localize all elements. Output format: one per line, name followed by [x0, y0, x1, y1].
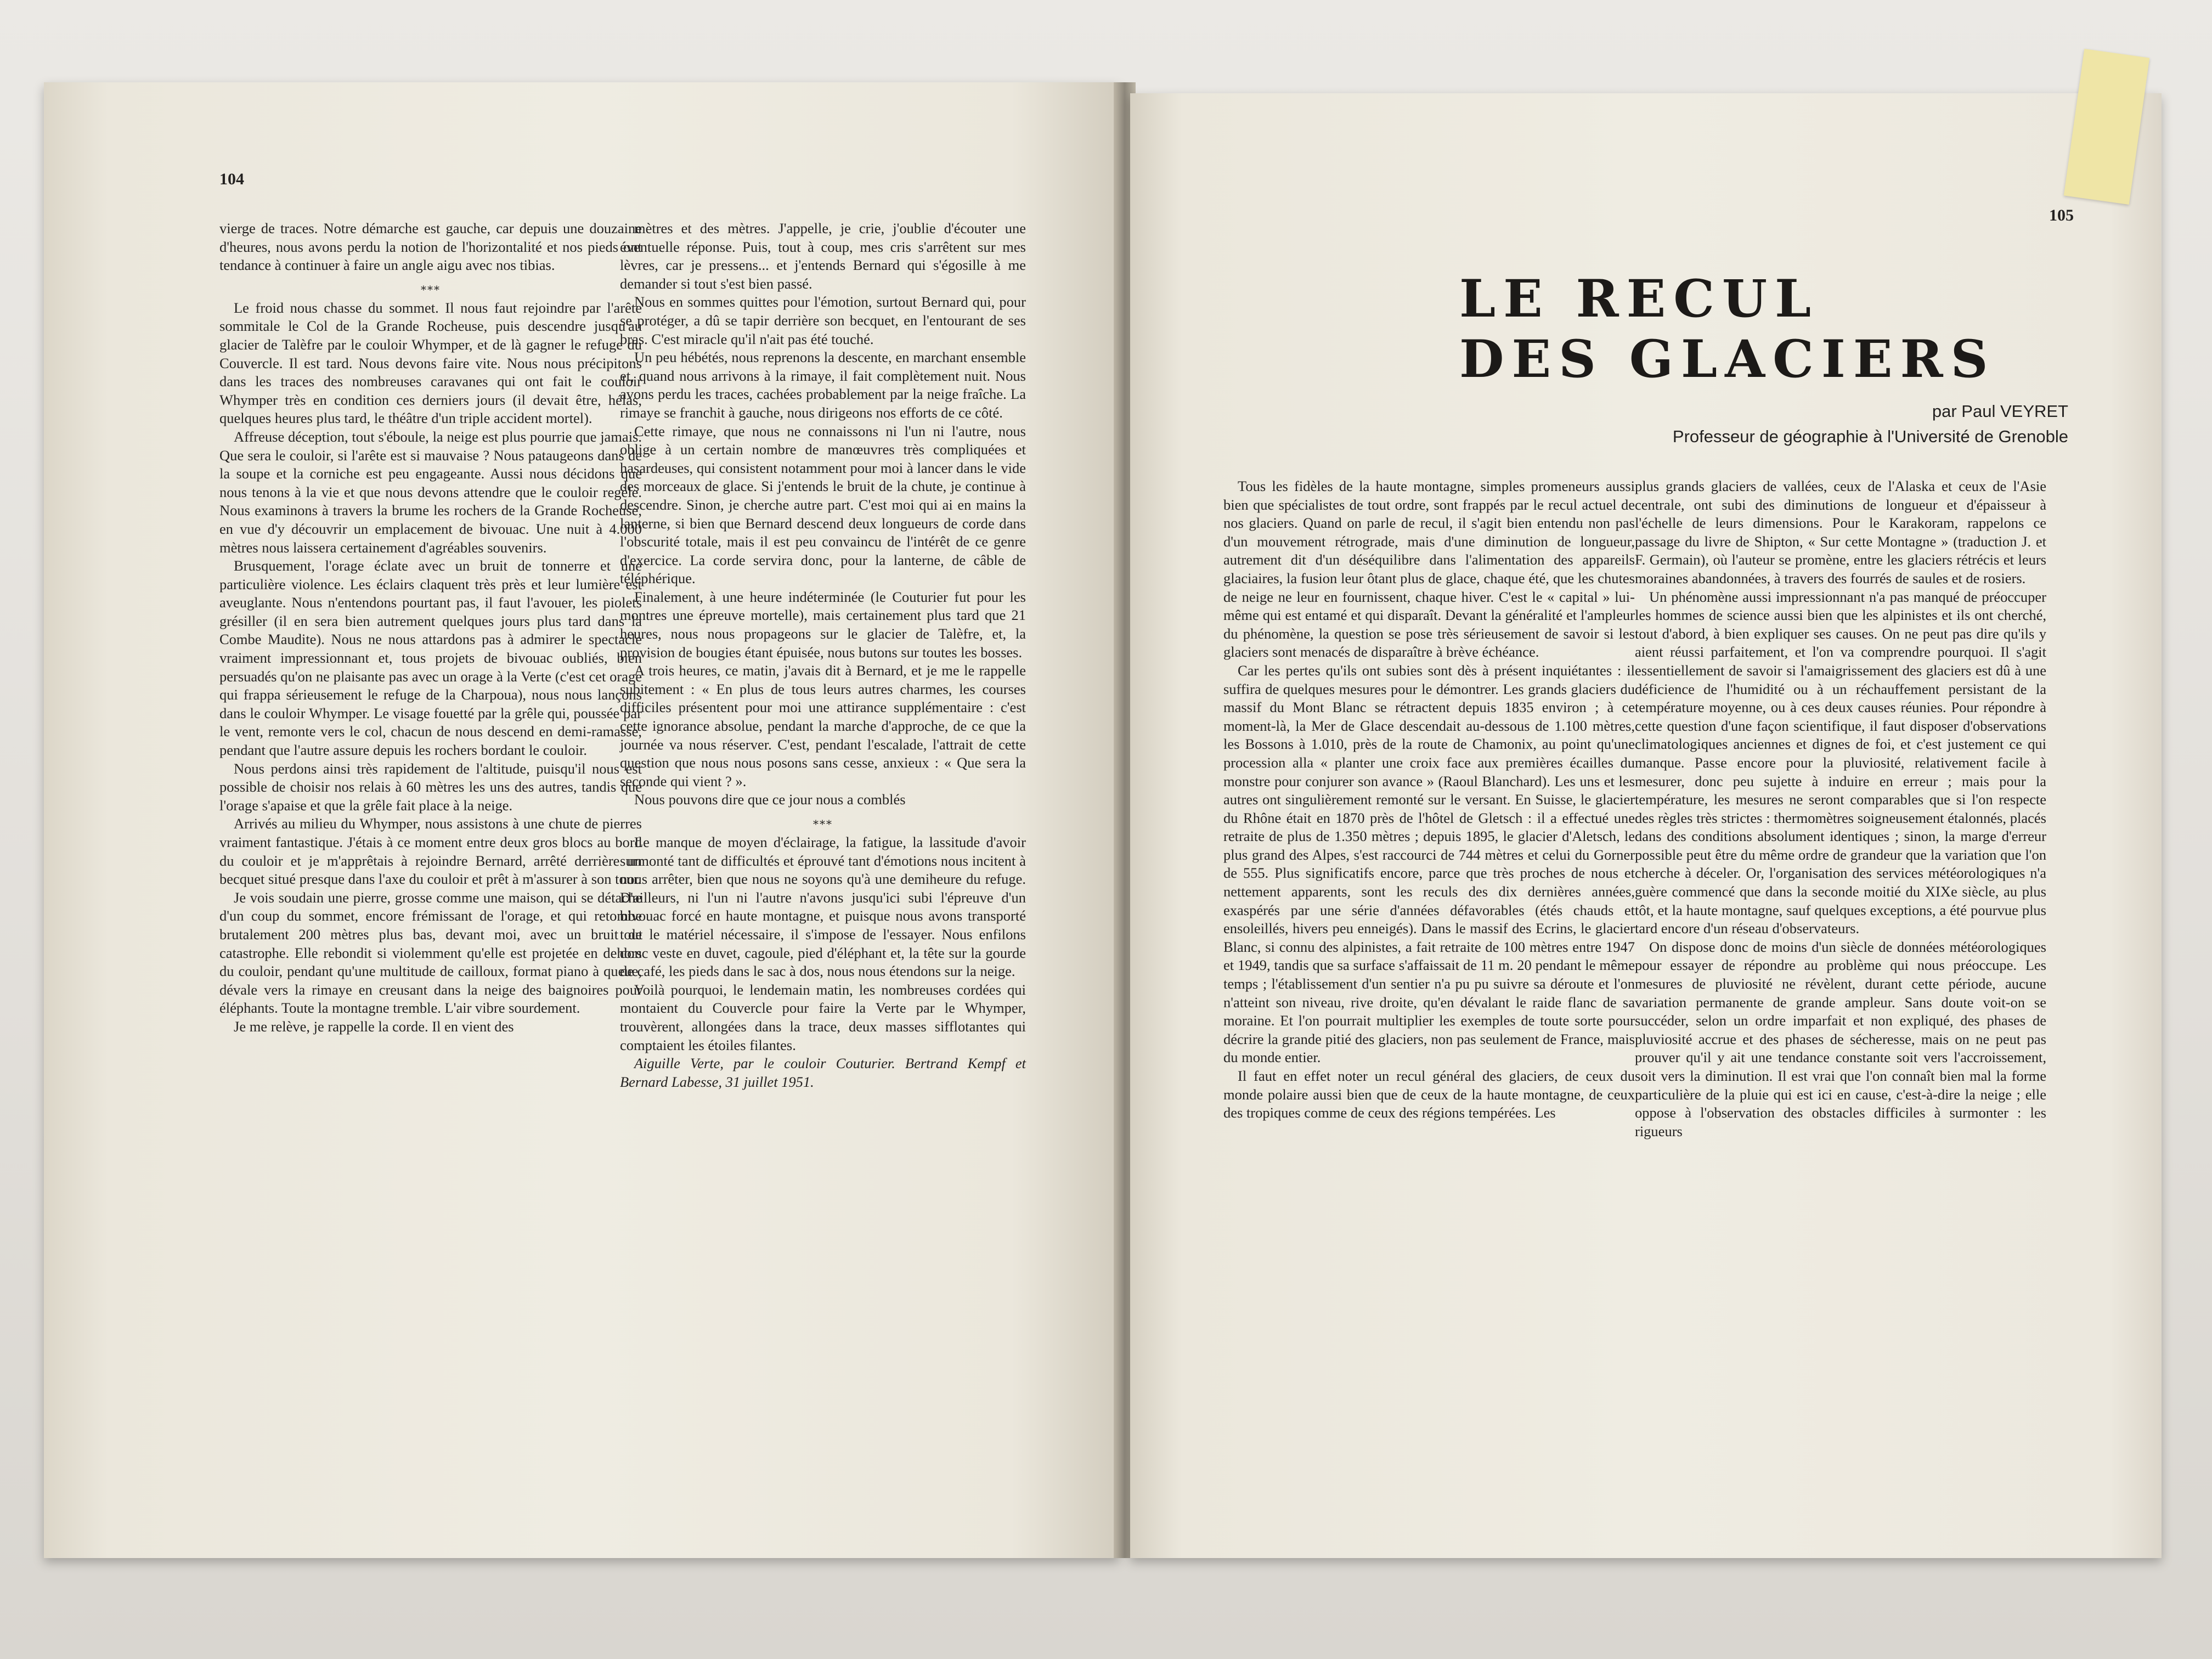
paragraph: plus grands glaciers de vallées, ceux de l'Alaska et ceux de l'Asie centrale, ont subi des diminutions de longueur et d'épaisseur à l'échelle de leurs dimensions. Pour le Karakoram, rappelons ce passage du livre de Shipton, « Sur cette Montagne » (traduction J. et F. Germain), où l'auteur se promène, entre les glaciers rétrécis et leurs moraines abandonnées, à travers des fourrés de saules et de rosiers. — [1635, 478, 2046, 586]
page-number-right: 105 — [2049, 206, 2074, 224]
paragraph: vierge de traces. Notre démarche est gauche, car depuis une douzaine d'heures, nous avons perdu la notion de l'horizontalité et nos pieds ont tendance à continuer à faire un angle aigu avec nos tibias. — [219, 220, 642, 274]
byline-role: Professeur de géographie à l'Université de Grenoble — [1672, 427, 2068, 446]
left-column-2 — [620, 219, 1026, 1091]
article-title — [1459, 269, 2074, 390]
byline-author: par Paul VEYRET — [1932, 402, 2068, 421]
paragraph: Je vois soudain une pierre, grosse comme une maison, qui se détache d'un coup du sommet, encore frémissant de l'orage, et qui retombe brutalement 200 mètres plus bas, devant moi, avec un bruit de catastrophe. Elle rebondit si violemment qu'elle est projetée en dehors du couloir, pendant qu'une multitude de cailloux, format piano à queue, dévale vers la rimaye en creusant dans la neige des baignoires pour éléphants. Toute la montagne tremble. L'air vibre sourdement. — [219, 889, 642, 1017]
paragraph: On dispose donc de moins d'un siècle de données météorologiques pour essayer de répondre au problème qui nous préoccupe. Les mesures de pluviosité ne révèlent, durant cette période, aucune variation permanente de grande ampleur. Sans doute voit-on se succéder, selon un ordre imparfait et non expliqué, des phases de pluviosité accrue et des phases de sécheresse, mais on ne peut pas prouver qu'il y ait une tendance constante soit vers l'accroissement, soit vers la diminution. Il est vrai que l'on connaît bien mal la forme particulière de la pluie qui est ici en cause, c'est-à-dire la neige ; elle oppose à l'observation des obstacles difficiles à surmonter : les rigueurs — [1635, 938, 2046, 1139]
paragraph: Voilà pourquoi, le lendemain matin, les nombreuses cordées qui montaient du Couvercle pour faire la Verte par le Whymper, trouvèrent, allongées dans la trace, deux masses sifflotantes qui comptaient les étoiles filantes. — [620, 981, 1026, 1053]
left-column-1 — [219, 219, 642, 1036]
right-column-2 — [1635, 477, 2046, 1141]
title-line-1: LE RECUL — [1459, 269, 1819, 329]
paragraph: Nous en sommes quittes pour l'émotion, surtout Bernard qui, pour se protéger, a dû se tapir derrière son becquet, en l'entourant de ses bras. C'est miracle qu'il n'ait pas été touché. — [620, 294, 1026, 347]
paragraph: Je me relève, je rappelle la corde. Il en vient des — [234, 1018, 514, 1035]
paragraph: Un phénomène aussi impressionnant n'a pas manqué de préoccuper les hommes de science aussi bien que les alpinistes et ils ont cherché, tout d'abord, à bien expliquer ses causes. On ne peut pas dire qu'ils y aient réussi parfaitement, et l'on va comprendre pourquoi. Il s'agit essentiellement de savoir si l'amaigrissement des glaciers est dû à une déficience de l'humidité ou à un réchauffement persistant de la température moyenne, ou à ces deux causes réunies. Pour répondre à cette question d'une façon scientifique, il faut disposer d'observations climatologiques anciennes et dignes de foi, et c'est justement ce qui manque. Passe encore pour la pluviosité, relativement facile à mesurer, donc peu sujette à induire en erreur ; mais pour la température, les mesures ne seront comparables que si l'on respecte des règles très strictes : thermomètres soigneusement étalonnés, placés dans des conditions absolument identiques ; sinon, la marge d'erreur possible peut être du même ordre de grandeur que la variation que l'on cherche à déceler. Or, l'organisation des services météorologiques n'a guère commencé que dans la seconde moitié du XIXe siècle, au plus tôt, et la haute montagne, sauf quelques exceptions, a été pourvue plus tard encore d'un réseau d'observateurs. — [1635, 588, 2046, 937]
paragraph: Car les pertes qu'ils ont subies sont dès à présent inquiétantes : il suffira de quelques mesures pour le démontrer. Les grands glaciers du massif du Mont Blanc se rétractent depuis 1835 environ ; à ce moment-là, la Mer de Glace descendait au-dessous de 1.100 mètres, les Bossons à 1.010, près de la route de Chamonix, au point qu'une procession alla « planter une croix face aux premières écailles du monstre pour conjurer son avance » (Raoul Blanchard). Les uns et les autres ont singulièrement remonté sur le versant. En Suisse, le glacier du Rhône était en 1870 près de l'hôtel de Gletsch : il a effectué une retraite de plus de 1.350 mètres ; depuis 1895, le glacier d'Aletsch, le plus grand des Alpes, s'est raccourci de 744 mètres et celui du Gorner de 555. Plus significatifs encore, parce que très proches de nous et nettement apparents, sont les reculs des dix dernières années, exaspérés par une série d'années défavorables (étés chauds et ensoleillés, hivers peu enneigés). Dans le massif des Ecrins, le glacier Blanc, si connu des alpinistes, a fait retraite de 100 mètres entre 1947 et 1949, tandis que sa surface s'affaissait de 11 m. 20 pendant le même temps ; l'établissement d'un sentier n'a pu pu suivre sa déroute et l'on n'atteint son niveau, rive droite, qu'en dévalant le raide flanc de sa moraine. Et l'on pourrait multiplier les exemples de toute sorte pour décrire la grande pitié des glaciers, non pas seulement de France, mais du monde entier. — [1223, 662, 1635, 1066]
paragraph: Finalement, à une heure indéterminée (le Couturier fut pour les montres une épreuve mortelle), mais certainement plus tard que 21 heures, nous nous propageons sur le glacier de Talèfre, et, la provision de bougies étant épuisée, nous butons sur toutes les bosses. — [620, 588, 1026, 661]
paragraph: Brusquement, l'orage éclate avec un bruit de tonnerre et une particulière violence. Les éclairs claquent très près et leur lumière est aveuglante. Nous n'entendons pourtant pas, il faut l'avouer, les piolets grésiller (il en sera bien autrement quelques jours plus tard dans la Combe Maudite). Nous ne nous attardons pas à admirer le spectacle vraiment impressionnant et, tous projets de bivouac oubliés, bien persuadés qu'on ne plaisante pas avec un orage à la Verte (c'est cet orage qui frappa sérieusement le refuge de la Charpoua), nous nous lançons dans le couloir Whymper. Le visage fouetté par la grêle qui, poussée par le vent, remonte vers le col, chacun de nous descend en demi-ramasse, pendant que l'autre assure depuis les rochers bordant le couloir. — [219, 557, 642, 759]
asterism-separator: ⁎⁎⁎ — [421, 280, 441, 293]
paragraph: Nous perdons ainsi très rapidement de l'altitude, puisqu'il nous est possible de choisir nos relais à 60 mètres les uns des autres, tandis que l'orage s'apaise et que la grêle fait place à la neige. — [219, 760, 642, 814]
title-line-2: DES GLACIERS — [1459, 329, 1996, 390]
paragraph: Nous pouvons dire que ce jour nous a comblés — [634, 791, 906, 808]
article-caption: Aiguille Verte, par le couloir Couturier. Bertrand Kempf et Bernard Labesse, 31 juillet 1951. — [620, 1055, 1026, 1090]
paragraph: mètres et des mètres. J'appelle, je crie, j'oublie d'écouter une éventuelle réponse. Puis, tout à coup, mes cris s'arrêtent sur mes lèvres, car je pressens... et j'entends Bernard qui s'égosille à me demander si tout s'est bien passé. — [620, 220, 1026, 292]
asterism-separator: ⁎⁎⁎ — [813, 815, 833, 827]
paragraph: Affreuse déception, tout s'éboule, la neige est plus pourrie que jamais. Que sera le couloir, si l'arête est si mauvaise ? Nous pataugeons dans de la soupe et la corniche est peu engageante. Aussi nous décidons que nous tenons à la vie et que nous devons attendre que le couloir regèle. Nous examinons à travers la brume les rochers de la Grande Rocheuse, en vue d'y découvrir un emplacement de bivouac. Une nuit à 4.000 mètres nous laissera certainement d'agréables souvenirs. — [219, 428, 642, 556]
right-column-1 — [1223, 477, 1635, 1122]
paragraph: Il faut en effet noter un recul général des glaciers, de ceux du monde polaire aussi bien que de ceux de la haute montagne, de ceux des tropiques comme de ceux des régions tempérées. Les — [1223, 1068, 1635, 1121]
paragraph: Arrivés au milieu du Whymper, nous assistons à une chute de pierres vraiment fantastique. J'étais à ce moment entre deux gros blocs au bord du couloir et je m'apprêtais à rejoindre Bernard, arrêté derrière un becquet situé presque dans l'axe du couloir et prêt à m'assurer à son tour. — [219, 815, 642, 888]
right-page — [1130, 93, 2162, 1558]
paragraph: A trois heures, ce matin, j'avais dit à Bernard, et je me le rappelle subitement : « En plus de tous leurs autres charmes, les courses difficiles présentent pour moi une attirance supplémentaire : c'est cette ignorance absolue, pendant la marche d'approche, de ce que la journée va nous réserver. C'est, pendant l'escalade, l'attrait de cette question que nous nous posons sans cesse, anxieux : « Que sera la seconde qui vient ? ». — [620, 662, 1026, 789]
paragraph: Le froid nous chasse du sommet. Il nous faut rejoindre par l'arête sommitale le Col de la Grande Rocheuse, puis descendre jusqu'au glacier de Talèfre par le couloir Whymper, et de là gagner le refuge du Couvercle. Il est tard. Nous devons faire vite. Nous nous précipitons dans les traces des nombreuses caravanes qui ont fait le couloir Whymper très en condition ces derniers jours (il devait être, hélas, quelques heures plus tard, le théâtre d'un triple accident mortel). — [219, 299, 642, 427]
paragraph: Tous les fidèles de la haute montagne, simples promeneurs aussi bien que spécialistes de tout ordre, sont frappés par le recul actuel de nos glaciers. Quand on parle de recul, il s'agit bien entendu non pas d'un mouvement rétrograde, mais d'une diminution de longueur, autrement dit d'un déséquilibre dans l'alimentation des appareils glaciaires, la fusion leur ôtant plus de glace, chaque été, que les chutes de neige ne leur en fournissent, chaque hiver. C'est le « capital » lui-même qui est entamé et qui disparaît. Devant la généralité et l'ampleur du phénomène, la question se pose très sérieusement de savoir si les glaciers sont menacés de disparaître à brève échéance. — [1223, 478, 1635, 661]
paragraph: Cette rimaye, que nous ne connaissons ni l'un ni l'autre, nous oblige à un certain nombre de manœuvres très compliquées et hasardeuses, qui consistent notamment pour moi à lancer dans le vide des morceaux de glace. Si j'entends le bruit de la chute, je continue à descendre. Sinon, je cherche autre part. C'est moi qui ai en mains la lanterne, si bien que Bernard descend deux longueurs de corde dans l'obscurité totale, mais il est peu convaincu de l'intérêt de ce genre d'exercice. La corde servira donc, pour la lanterne, de câble de téléphérique. — [620, 422, 1026, 587]
page-number-left: 104 — [219, 170, 244, 188]
left-page — [44, 82, 1119, 1558]
paragraph: Un peu hébétés, nous reprenons la descente, en marchant ensemble et, quand nous arrivons à la rimaye, il fait complètement nuit. Nous avons perdu les traces, cachées probablement par la neige fraîche. La rimaye se franchit à gauche, nous dirigeons nos efforts de ce côté. — [620, 349, 1026, 421]
paragraph: Le manque de moyen d'éclairage, la fatigue, la lassitude d'avoir surmonté tant de difficultés et éprouvé tant d'émotions nous incitent à nous arrêter, bien que nous ne soyons qu'à une demiheure du refuge. D'ailleurs, ni l'un ni l'autre n'avons jusqu'ici subi l'épreuve d'un bivouac forcé en haute montagne, et puisque nous avons transporté tout le matériel nécessaire, il s'impose de l'essayer. Nous enfilons donc veste en duvet, cagoule, pied d'éléphant et, la tête sur la gourde de café, les pieds dans le sac à dos, nous nous étendons sur la neige. — [620, 834, 1026, 980]
